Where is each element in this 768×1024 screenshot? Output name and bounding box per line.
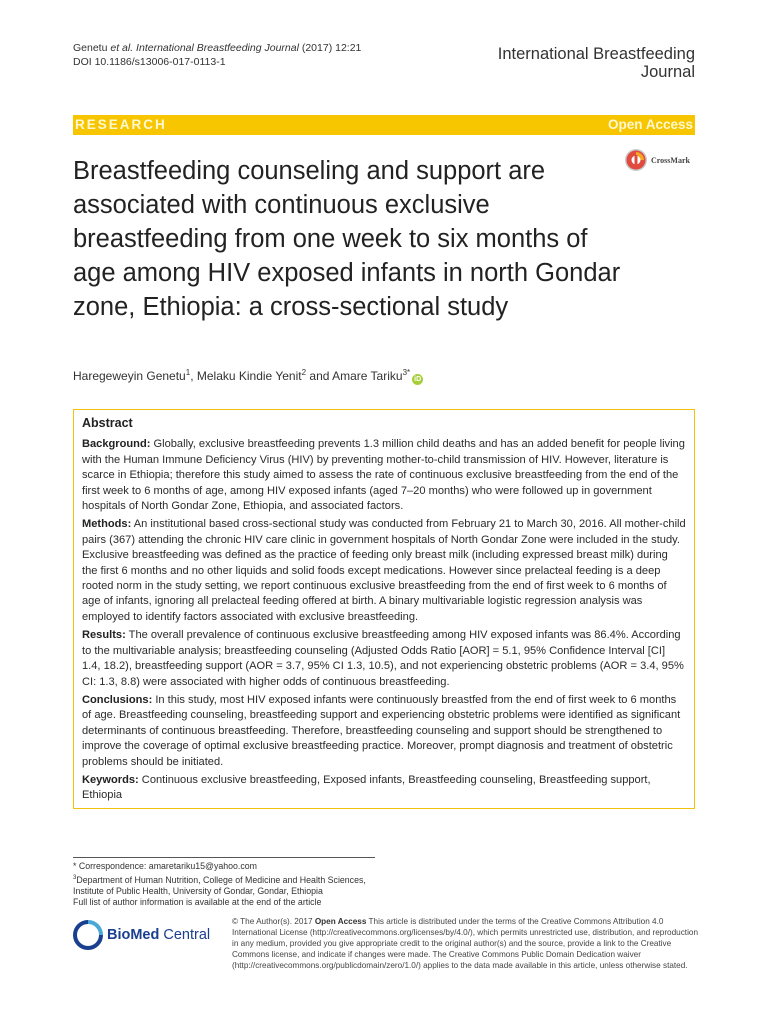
open-access-term: Open Access (314, 917, 367, 926)
author-separator: and (306, 369, 333, 383)
publisher-name (107, 927, 210, 943)
author-affiliation-mark: 1 (185, 368, 191, 377)
abstract-conclusions (82, 693, 686, 770)
section-label: Results: (82, 629, 126, 642)
crossmark-label: CrossMark (651, 155, 690, 165)
publisher-logo (73, 917, 223, 953)
section-text: In this study, most HIV exposed infants were continuously breastfed from the end of first week to 6 months of age. Breastfeeding counseling, breastfeeding support and experiencing obstetric problems were identified as significant determinants of continuous breastfeeding. Therefore, breastfeeding counseling and support should be strengthened to improve the coverage of optimal exclusive breastfeeding practice. Moreover, prompt diagnosis and treatment of obstetric problems should be initiated. (82, 693, 681, 768)
affiliation-line: Department of Human Nutrition, College of Medicine and Health Sciences, (76, 874, 366, 885)
journal-name-line2: Journal (640, 63, 695, 81)
footnote-divider (73, 857, 375, 858)
doi-link[interactable]: DOI 10.1186/s13006-017-0113-1 (73, 56, 226, 68)
section-text: The overall prevalence of continuous exclusive breastfeeding among HIV exposed infants was 86.4%. According to the multivariable analysis; breastfeeding counseling (Adjusted Odds Ratio [AOR] = 5.1, 95% Confidence Interval [CI] 1.4, 18.2), breastfeeding support (AOR = 3.7, 95% CI 1.3, 10.5), and not experiencing obstetric problems (AOR = 3.4, 95% CI: 1.3, 8.8) were associated with higher odds of continuous breastfeeding. (82, 629, 684, 688)
crossmark-badge[interactable] (624, 147, 724, 173)
author-name[interactable]: Melaku Kindie Yenit (196, 369, 302, 383)
publisher-name-rest: Central (159, 927, 211, 943)
header-citation (73, 41, 361, 69)
author-separator: , (190, 369, 197, 383)
citation-volume: (2017) 12:21 (298, 42, 362, 54)
section-text: Continuous exclusive breastfeeding, Exposed infants, Breastfeeding counseling, Breastfeeding support, Ethiopia (82, 773, 651, 802)
section-label: Keywords: (82, 773, 139, 786)
article-title: Breastfeeding counseling and support are associated with continuous exclusive breastfeeding from one week to six months of age among HIV exposed infants in north Gondar zone, Ethiopia: a cross-sectional study (73, 157, 621, 321)
abstract-methods (82, 517, 686, 625)
license-statement (232, 917, 698, 972)
section-label: Background: (82, 438, 151, 451)
publisher-name-bold: BioMed (107, 927, 160, 943)
journal-name (498, 45, 695, 81)
author-list (73, 365, 423, 385)
section-label: Methods: (82, 518, 132, 531)
correspondence-email[interactable]: * Correspondence: amaretariku15@yahoo.com (73, 861, 257, 871)
author-affiliation-mark: 3* (402, 368, 411, 377)
affiliation-line: Institute of Public Health, University of Gondar, Gondar, Ethiopia (73, 885, 323, 896)
citation-journal: et al. International Breastfeeding Journal (110, 42, 299, 54)
copyright-text: © The Author(s). 2017 (232, 917, 315, 926)
article-type-label: RESEARCH (75, 117, 167, 132)
author-affiliation-mark: 2 (301, 368, 307, 377)
abstract-box (73, 409, 695, 809)
abstract-keywords (82, 773, 686, 804)
section-text: An institutional based cross-sectional study was conducted from February 21 to March 30, 2016. All mother-child pairs (367) attending the chronic HIV care clinic in government hospitals of North Gondar Zone were included in the study. Exclusive breastfeeding was defined as the practice of feeding only breast milk (including expressed breast milk) during the first 6 months and no other liquids and solid foods except medications. However since prelacteal feeding is a deep rooted norm in the study setting, we report continuous exclusive breastfeeding from the end of first week to 6 months of age of infants, ignoring all prelacteal feeding offered at birth. A binary multivariable logistic regression analysis was employed to identify factors associated with exclusive breastfeeding. (82, 518, 686, 623)
section-text: Globally, exclusive breastfeeding prevents 1.3 million child deaths and has an added benefit for people living with the Human Immune Deficiency Virus (HIV) by preventing mother-to-child transmission of HIV. However, literature is scarce in Ethiopia; therefore this study aimed to assess the rate of continuous exclusive breastfeeding from the end of the first week to 6 months of age, among HIV exposed infants (aged 7–20 months) who were followed up in government hospitals of North Gondar Zone, Ethiopia, and associated factors. (82, 438, 685, 513)
abstract-heading: Abstract (82, 416, 133, 430)
abstract-background (82, 437, 686, 514)
abstract-results (82, 628, 686, 690)
affiliation-mark: 3 (73, 874, 77, 881)
section-label: Conclusions: (82, 693, 153, 706)
author-info-note: Full list of author information is available at the end of the article (73, 897, 322, 908)
author-name[interactable]: Haregeweyin Genetu (73, 369, 186, 383)
author-name[interactable]: Amare Tariku (332, 369, 403, 383)
affiliation-note (73, 873, 493, 886)
journal-name-line1: International Breastfeeding (497, 45, 695, 63)
biomed-central-icon (73, 920, 103, 950)
citation-authors: Genetu (73, 42, 111, 54)
abstract-content (82, 416, 686, 807)
license-text: This article is distributed under the terms of the Creative Commons Attribution 4.0 International License (http://creativecommons.org/licenses/by/4.0/), which permits unrestricted use, distribution, and reproduction in any medium, provided you give appropriate credit to the original author(s) and the source, provide a link to the Creative Commons license, and indicate if changes were made. The Creative Commons Public Domain Dedication waiver (http://creativecommons.org/publicdomain/zero/1.0/) applies to the data made available in this article, unless otherwise stated. (232, 917, 699, 970)
orcid-icon[interactable]: iD (414, 376, 422, 383)
footnotes (73, 861, 493, 909)
open-access-label: Open Access (607, 117, 693, 132)
